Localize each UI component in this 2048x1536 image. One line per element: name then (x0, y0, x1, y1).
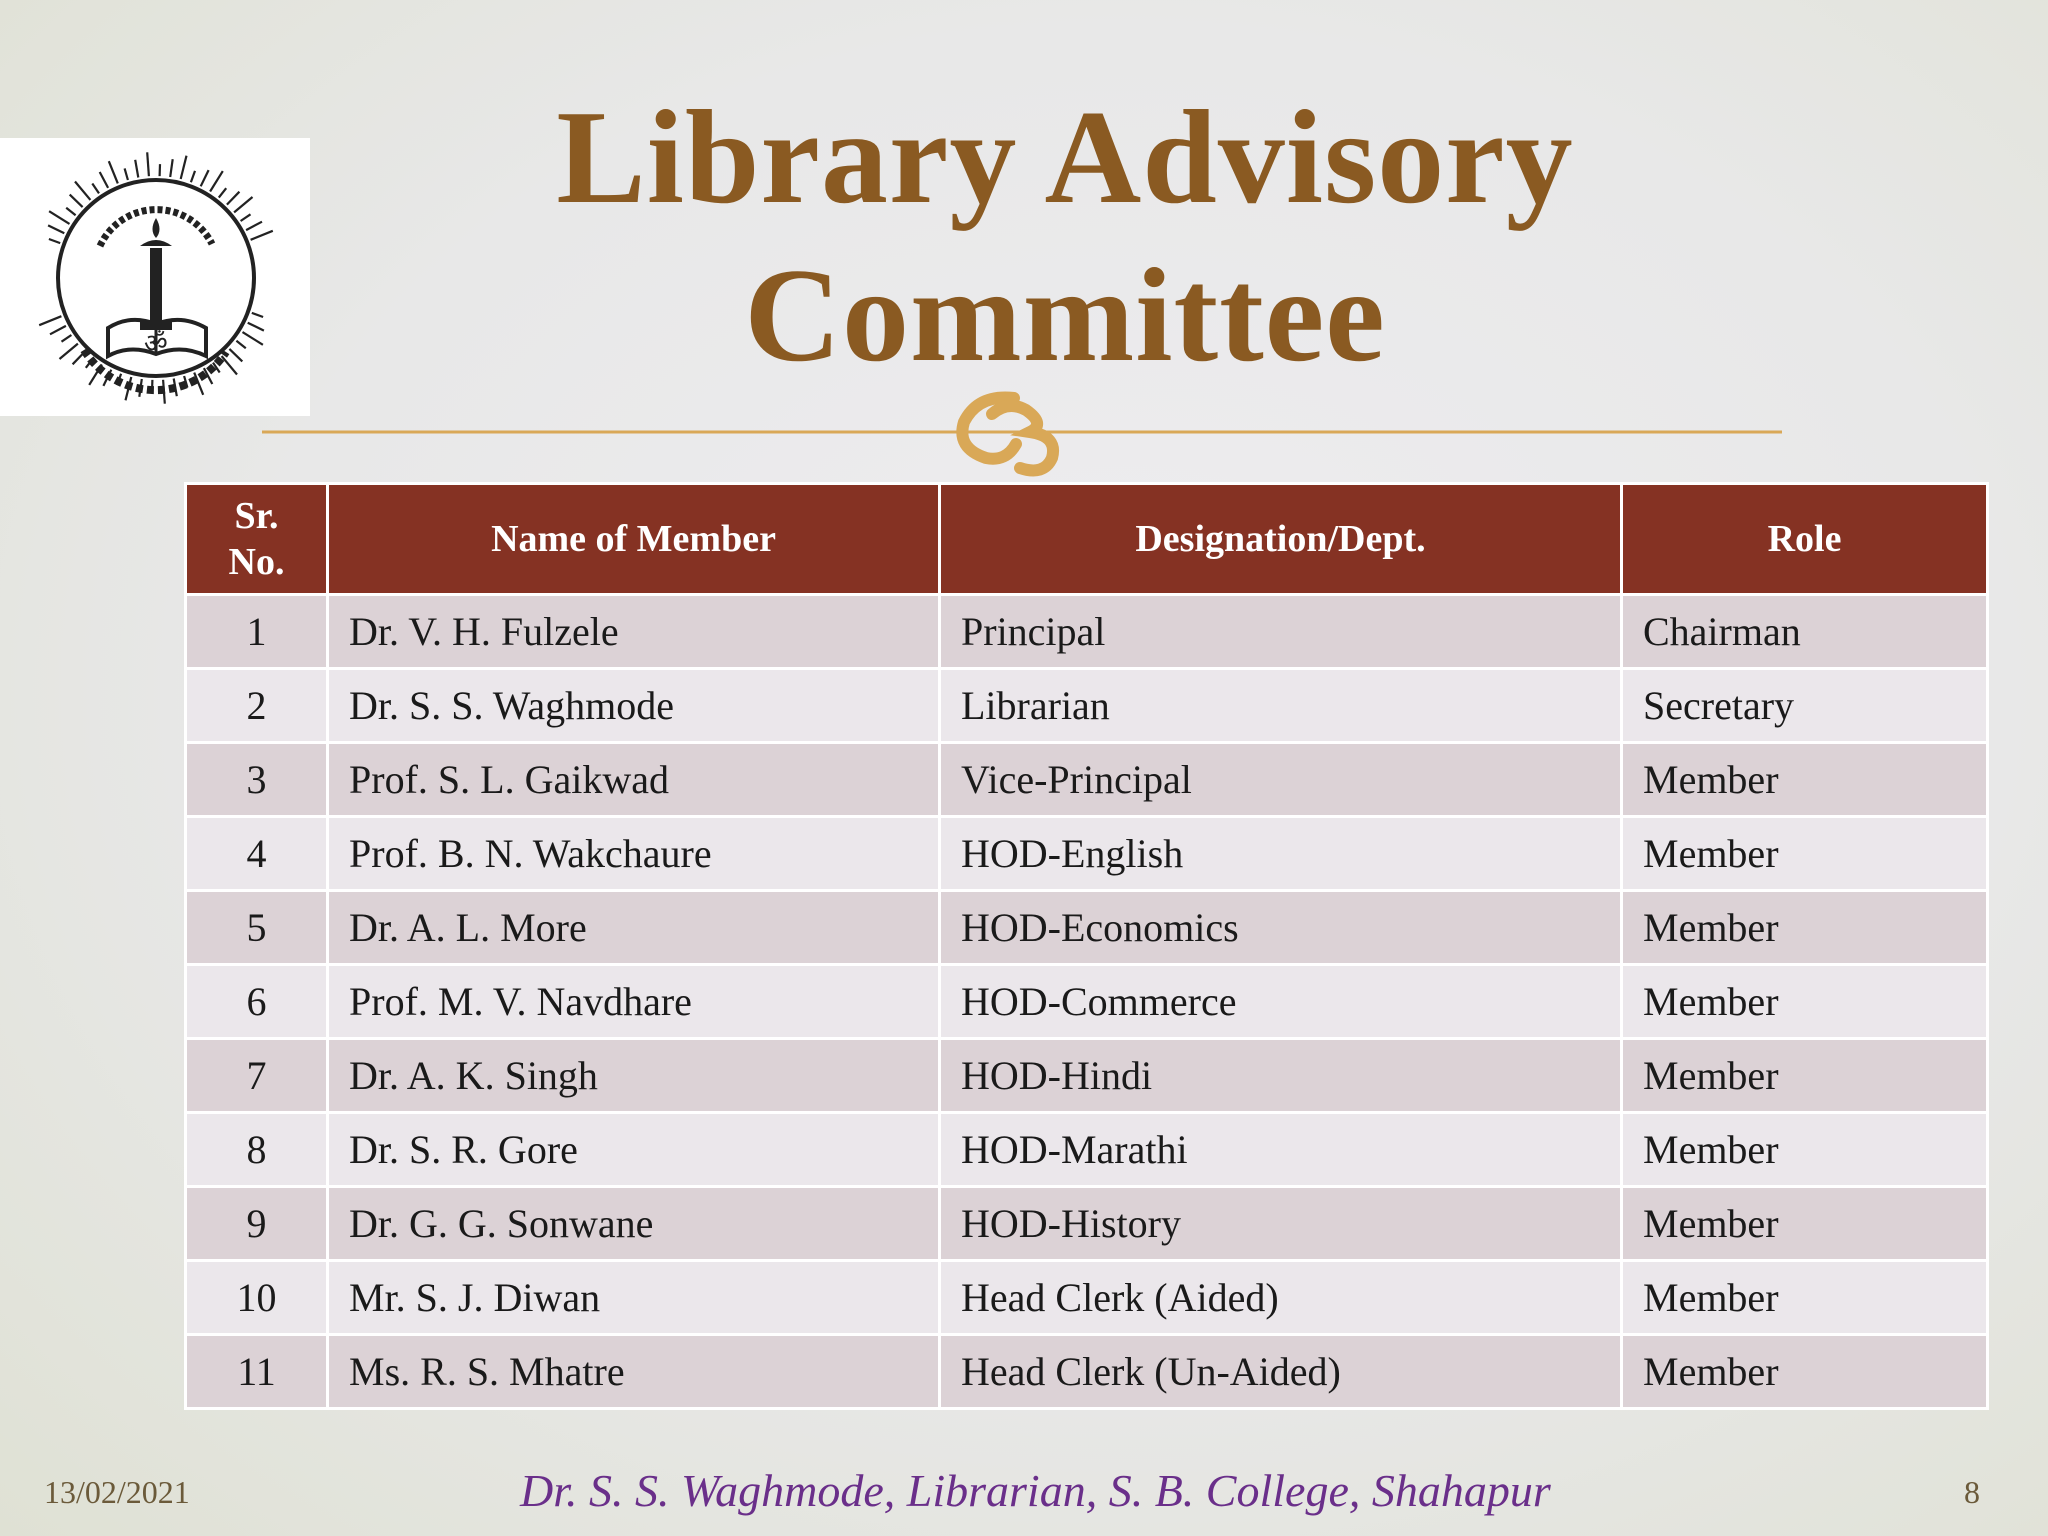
cell-designation: Head Clerk (Un-Aided) (940, 1335, 1622, 1409)
cell-name: Dr. S. S. Waghmode (328, 669, 940, 743)
cell-designation: Librarian (940, 669, 1622, 743)
emblem-ray (49, 239, 60, 243)
table-row (186, 1261, 1988, 1335)
table-row (186, 817, 1988, 891)
cell-sr: 2 (186, 669, 328, 743)
table-row (186, 965, 1988, 1039)
header-role: Role (1622, 484, 1988, 595)
table-row (186, 595, 1988, 669)
cell-designation: Head Clerk (Aided) (940, 1261, 1622, 1335)
header-sr-line1: Sr. (234, 495, 279, 537)
emblem-ray (135, 160, 138, 178)
cell-name: Dr. V. H. Fulzele (328, 595, 940, 669)
title-line-2: Committee (744, 241, 1386, 389)
cell-name: Prof. B. N. Wakchaure (328, 817, 940, 891)
table-row (186, 743, 1988, 817)
header-sr-no (186, 484, 328, 595)
members-table (184, 482, 1989, 1410)
emblem-ray (92, 184, 99, 194)
cell-designation: HOD-Commerce (940, 965, 1622, 1039)
header-designation: Designation/Dept. (940, 484, 1622, 595)
cell-sr: 8 (186, 1113, 328, 1187)
title-line-1: Library Advisory (556, 83, 1574, 231)
emblem-ray (243, 332, 263, 345)
cell-sr: 11 (186, 1335, 328, 1409)
cell-sr: 6 (186, 965, 328, 1039)
emblem-ray (100, 172, 108, 188)
table-row (186, 1039, 1988, 1113)
cell-role: Member (1622, 743, 1988, 817)
emblem-ray (125, 168, 128, 180)
emblem-ray (170, 159, 173, 177)
header-sr-line2: No. (228, 541, 285, 583)
emblem-ray (70, 195, 83, 208)
cell-sr: 10 (186, 1261, 328, 1335)
emblem-ray (62, 335, 72, 342)
emblem-ray (181, 156, 187, 179)
cell-role: Member (1622, 817, 1988, 891)
table-row (186, 1335, 1988, 1409)
cell-name: Dr. S. R. Gore (328, 1113, 940, 1187)
footer-date: 13/02/2021 (44, 1474, 190, 1510)
cell-name: Ms. R. S. Mhatre (328, 1335, 940, 1409)
flourish-ornament-icon (962, 398, 1053, 471)
emblem-ray (248, 323, 264, 331)
cell-name: Dr. G. G. Sonwane (328, 1187, 940, 1261)
cell-sr: 9 (186, 1187, 328, 1261)
slide-number: 8 (1964, 1474, 1980, 1510)
cell-name: Dr. A. L. More (328, 891, 940, 965)
cell-role: Secretary (1622, 669, 1988, 743)
emblem-ray (147, 152, 149, 176)
emblem-ray (229, 349, 242, 362)
slide-title (380, 78, 1750, 394)
footer-credit: Dr. S. S. Waghmode, Librarian, S. B. College, Shahapur (520, 1465, 1551, 1516)
cell-role: Member (1622, 1113, 1988, 1187)
emblem-ray (39, 316, 61, 325)
cell-name: Mr. S. J. Diwan (328, 1261, 940, 1335)
cell-designation: HOD-English (940, 817, 1622, 891)
table-row (186, 1113, 1988, 1187)
emblem-ray (49, 211, 69, 224)
emblem-ray (241, 214, 251, 221)
emblem-ray (50, 326, 66, 334)
table-header-row (186, 484, 1988, 595)
emblem-ray (236, 341, 245, 348)
emblem-ray (60, 344, 78, 359)
emblem-ray (252, 313, 263, 317)
cell-sr: 3 (186, 743, 328, 817)
cell-designation: Principal (940, 595, 1622, 669)
cell-sr: 1 (186, 595, 328, 669)
cell-designation: HOD-Marathi (940, 1113, 1622, 1187)
cell-sr: 4 (186, 817, 328, 891)
cell-role: Member (1622, 1261, 1988, 1335)
header-name: Name of Member (328, 484, 940, 595)
table-row (186, 891, 1988, 965)
cell-role: Member (1622, 1039, 1988, 1113)
emblem-ray (210, 171, 223, 191)
cell-name: Prof. M. V. Navdhare (328, 965, 940, 1039)
cell-name: Prof. S. L. Gaikwad (328, 743, 940, 817)
emblem-ray (222, 356, 237, 374)
emblem-ray (48, 225, 64, 233)
emblem-ray (227, 192, 240, 205)
emblem-ray (246, 222, 262, 230)
emblem-ray (251, 231, 273, 240)
cell-sr: 5 (186, 891, 328, 965)
cell-designation: HOD-History (940, 1187, 1622, 1261)
emblem-ray (234, 197, 252, 212)
cell-role: Chairman (1622, 595, 1988, 669)
emblem-ray (201, 170, 209, 186)
emblem-ray (109, 161, 118, 183)
cell-role: Member (1622, 1187, 1988, 1261)
cell-designation: Vice-Principal (940, 743, 1622, 817)
cell-role: Member (1622, 965, 1988, 1039)
table-row (186, 669, 1988, 743)
cell-role: Member (1622, 891, 1988, 965)
emblem-ray (66, 208, 75, 215)
emblem-ray (219, 188, 226, 197)
svg-text:ॐ: ॐ (144, 329, 168, 359)
emblem-ray (75, 182, 90, 200)
cell-designation: HOD-Economics (940, 891, 1622, 965)
college-emblem-icon (0, 138, 310, 416)
table-row (186, 1187, 1988, 1261)
cell-name: Dr. A. K. Singh (328, 1039, 940, 1113)
cell-sr: 7 (186, 1039, 328, 1113)
cell-role: Member (1622, 1335, 1988, 1409)
college-logo (0, 138, 310, 416)
title-divider (262, 380, 1782, 480)
cell-designation: HOD-Hindi (940, 1039, 1622, 1113)
emblem-ray (191, 171, 195, 182)
